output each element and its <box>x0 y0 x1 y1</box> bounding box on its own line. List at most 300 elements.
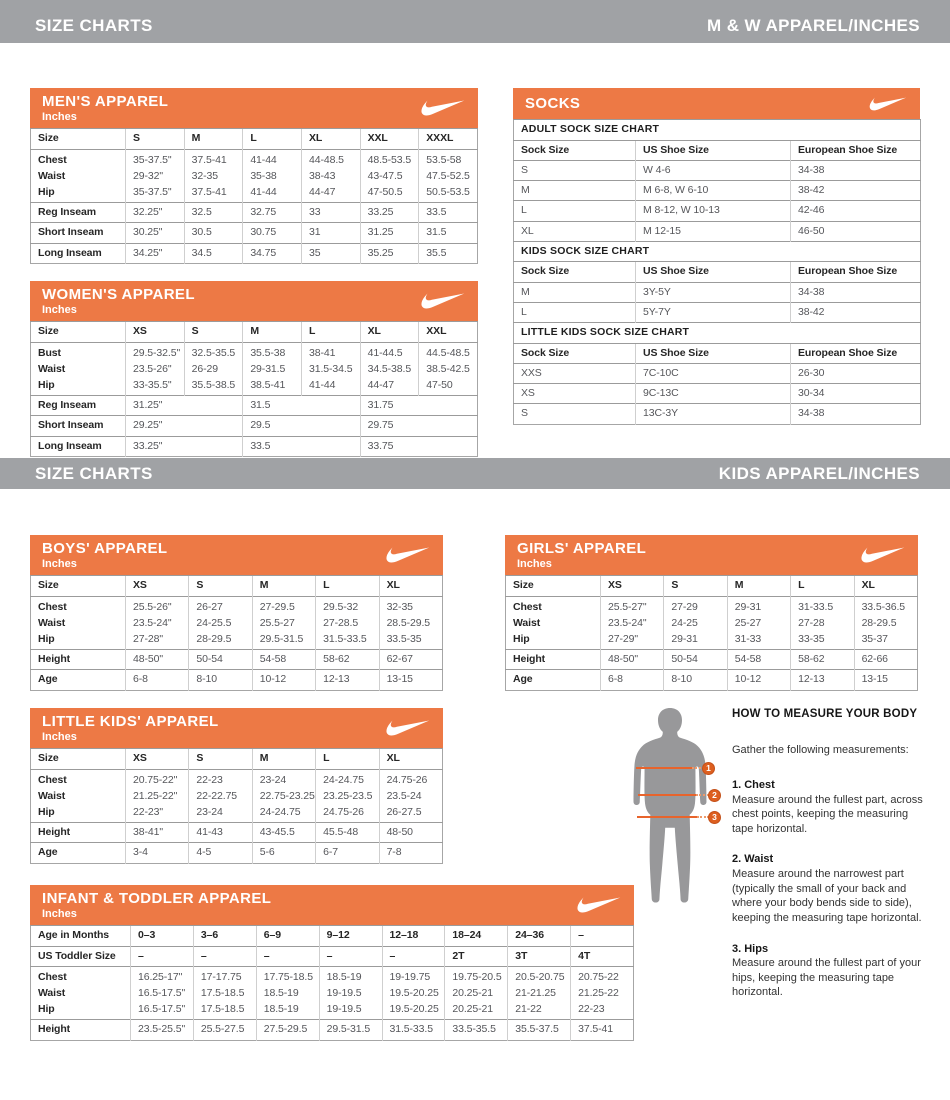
socks-table <box>513 119 920 424</box>
table-group-line: 35.5-38.5 <box>191 378 236 391</box>
size-table <box>30 321 478 457</box>
table-group-cell <box>379 596 442 650</box>
measurements-group-row <box>31 342 478 396</box>
table-group-line: 26-27.5 <box>386 805 422 818</box>
measure-step-label: 3. Hips <box>732 942 769 955</box>
size-column-header: XL <box>379 576 442 596</box>
table-group-line: 37.5-41 <box>191 153 227 166</box>
littlekids-apparel-title: LITTLE KIDS' APPAREL <box>42 713 219 730</box>
table-group-line: 35-38 <box>250 169 277 182</box>
table-group-line: 27-28.5 <box>323 616 359 629</box>
size-header-cell: Size <box>506 576 601 596</box>
row-label-cell: Long Inseam <box>31 436 126 456</box>
table-group-line: 43-47.5 <box>367 169 403 182</box>
table-cell: 13-15 <box>379 670 442 690</box>
size-header-row <box>31 576 443 596</box>
size-header-row <box>506 576 918 596</box>
table-cell: S <box>514 160 636 180</box>
table-group-line: 23-24 <box>196 805 223 818</box>
section-bar-right-label: M & W APPAREL/INCHES <box>707 16 920 35</box>
nike-swoosh-icon <box>386 545 430 565</box>
size-table <box>30 575 443 691</box>
table-cell: 26-30 <box>791 363 921 383</box>
table-group-line: 31.5-34.5 <box>308 362 353 375</box>
sock-column-header: Sock Size <box>514 343 636 363</box>
girls-apparel-title: GIRLS' APPAREL <box>517 540 647 557</box>
size-column-header: XS <box>126 749 189 769</box>
measure-step-hips <box>732 942 924 1001</box>
table-group-cell <box>126 149 185 203</box>
table-cell: 33.75 <box>360 436 477 456</box>
age-column-header: 3–6 <box>193 926 256 946</box>
age-column-header: – <box>571 926 634 946</box>
measurement-row <box>506 670 918 690</box>
group-label-cell <box>506 596 601 650</box>
table-group-line: 33.5-35 <box>386 632 422 645</box>
table-group-line: 24-24.75 <box>259 805 301 818</box>
table-cell: 38-42 <box>791 181 921 201</box>
row-label-cell: Short Inseam <box>31 416 126 436</box>
measurement-row <box>31 670 443 690</box>
table-group-line: 27-29.5 <box>259 600 295 613</box>
table-cell: XXS <box>514 363 636 383</box>
table-group-line: Bust <box>38 346 61 359</box>
table-group-line: 21.25-22 <box>578 987 619 1000</box>
table-cell: 31 <box>301 223 360 243</box>
table-cell: 31.5-33.5 <box>382 1020 445 1040</box>
table-group-line: 21-22 <box>515 1003 542 1016</box>
table-group-line: 35-37.5" <box>133 153 172 166</box>
table-cell: 6-8 <box>601 670 664 690</box>
table-cell: 23.5-25.5" <box>131 1020 194 1040</box>
socks-header <box>513 88 920 119</box>
table-cell: 34.75 <box>243 243 302 263</box>
table-group-line: 29-32" <box>133 169 163 182</box>
size-column-header: M <box>243 322 302 342</box>
table-cell: 58-62 <box>316 650 379 670</box>
girls-apparel-header <box>505 535 918 575</box>
table-group-line: 33.5-36.5 <box>861 600 906 613</box>
size-column-header: S <box>184 322 243 342</box>
sock-data-row <box>514 363 921 383</box>
size-column-header: S <box>126 129 185 149</box>
table-cell: 5Y-7Y <box>636 302 791 322</box>
table-cell: 31.75 <box>360 396 477 416</box>
sock-column-header: US Shoe Size <box>636 140 791 160</box>
sock-data-row <box>514 221 921 241</box>
table-group-line: Chest <box>38 153 67 166</box>
sock-column-header: US Shoe Size <box>636 343 791 363</box>
sock-column-header: US Shoe Size <box>636 262 791 282</box>
womens-apparel-subtitle: Inches <box>42 304 77 317</box>
size-header-row <box>31 129 478 149</box>
table-group-line: 31.5-33.5 <box>323 632 367 645</box>
littlekids-apparel-block <box>30 708 443 864</box>
table-cell: M <box>514 282 636 302</box>
table-cell: M <box>514 181 636 201</box>
table-group-line: Waist <box>513 616 541 629</box>
table-group-line: 44.5-48.5 <box>426 346 470 359</box>
row-label-cell: Height <box>31 650 126 670</box>
group-label-cell <box>31 342 126 396</box>
table-group-line: 35-37 <box>861 632 888 645</box>
chest-measure-line <box>636 767 692 769</box>
boys-apparel-table <box>30 575 443 691</box>
table-cell: 3-4 <box>126 843 189 863</box>
womens-apparel-table <box>30 321 478 457</box>
measurement-row <box>31 223 478 243</box>
group-label-cell <box>31 596 126 650</box>
infant-apparel-header <box>30 885 634 925</box>
table-cell: 33.5 <box>419 203 478 223</box>
toddler-size-cell: – <box>131 946 194 966</box>
table-group-line: 29.5-31.5 <box>259 632 304 645</box>
table-group-line: 44-47 <box>367 378 394 391</box>
measurement-row <box>31 823 443 843</box>
size-column-header: XS <box>126 322 185 342</box>
size-column-header: M <box>252 576 315 596</box>
table-group-line: 21-21.25 <box>515 987 556 1000</box>
group-label-cell <box>31 769 126 823</box>
table-group-line: 38.5-41 <box>250 378 286 391</box>
table-cell: 13C-3Y <box>636 404 791 424</box>
table-group-line: 29-31 <box>734 600 762 613</box>
toddler-size-cell: 4T <box>571 946 634 966</box>
table-cell: 7-8 <box>379 843 442 863</box>
table-group-line: 27-29 <box>671 600 698 613</box>
age-column-header: 24–36 <box>508 926 571 946</box>
table-group-cell <box>316 769 379 823</box>
table-group-cell <box>184 149 243 203</box>
size-column-header: XS <box>126 576 189 596</box>
table-cell: 34.25" <box>126 243 185 263</box>
table-cell: XS <box>514 384 636 404</box>
size-column-header: L <box>791 576 854 596</box>
table-group-cell <box>243 149 302 203</box>
table-group-line: 27-28 <box>798 616 825 629</box>
waist-measure-line <box>638 794 696 796</box>
table-cell: 6-8 <box>126 670 189 690</box>
table-group-line: 19-19.5 <box>326 987 362 1000</box>
table-cell: 35 <box>301 243 360 263</box>
size-header-cell: Size <box>31 129 126 149</box>
table-group-line: 23.5-24 <box>386 789 422 802</box>
table-group-line: 24.75-26 <box>386 773 428 786</box>
table-group-line: 38-43 <box>308 169 336 182</box>
table-group-line: 33-35 <box>798 632 825 645</box>
table-cell: 42-46 <box>791 201 921 221</box>
age-header-row <box>31 926 634 946</box>
table-cell: 30.25" <box>126 223 185 243</box>
table-group-line: Hip <box>38 185 55 198</box>
sock-column-header: European Shoe Size <box>791 140 921 160</box>
table-group-line: 47-50 <box>426 378 453 391</box>
table-group-cell <box>419 342 478 396</box>
sock-data-row <box>514 384 921 404</box>
girls-apparel-table <box>505 575 918 691</box>
size-table <box>513 119 921 424</box>
nike-swoosh-icon <box>861 545 905 565</box>
table-cell: 46-50 <box>791 221 921 241</box>
section-bar-adult <box>0 0 950 43</box>
measure-step-text: Measure around the fullest part of your hips, keeping the measuring tape horizontal. <box>732 957 921 999</box>
littlekids-apparel-subtitle: Inches <box>42 731 77 744</box>
table-cell: 3Y-5Y <box>636 282 791 302</box>
table-group-line: Hip <box>38 805 55 818</box>
table-group-line: 47.5-52.5 <box>426 169 470 182</box>
table-group-line: 17.5-18.5 <box>200 1003 245 1016</box>
table-group-line: 32.5-35.5 <box>191 346 236 359</box>
sock-header-row <box>514 262 921 282</box>
table-group-line: 19.75-20.5 <box>452 970 502 983</box>
sock-data-row <box>514 404 921 424</box>
table-group-line: 26-27 <box>196 600 223 613</box>
measure-step-chest <box>732 778 924 837</box>
table-group-cell <box>316 596 379 650</box>
table-group-line: 16.5-17.5" <box>138 987 186 1000</box>
size-column-header: L <box>316 749 379 769</box>
table-group-line: 20.75-22 <box>578 970 619 983</box>
boys-apparel-subtitle: Inches <box>42 558 77 571</box>
size-header-cell: Size <box>31 749 126 769</box>
table-group-line: 23.5-26" <box>133 362 172 375</box>
table-group-line: Waist <box>38 987 66 1000</box>
size-table <box>30 748 443 864</box>
table-cell: 27.5-29.5 <box>256 1020 319 1040</box>
row-label-cell: Reg Inseam <box>31 203 126 223</box>
size-table <box>505 575 918 691</box>
size-column-header: XXL <box>360 129 419 149</box>
table-group-line: 41-44 <box>308 378 336 391</box>
table-group-line: Hip <box>513 632 530 645</box>
table-group-cell <box>256 966 319 1020</box>
table-cell: 32.5 <box>184 203 243 223</box>
table-group-line: 23-24 <box>259 773 287 786</box>
table-cell: 48-50 <box>379 823 442 843</box>
table-group-line: 38-41 <box>308 346 336 359</box>
toddler-size-cell: 3T <box>508 946 571 966</box>
table-cell: 10-12 <box>727 670 790 690</box>
table-group-line: 32-35 <box>191 169 219 182</box>
table-group-cell <box>360 149 419 203</box>
boys-apparel-header <box>30 535 443 575</box>
row-label-cell: Short Inseam <box>31 223 126 243</box>
table-cell: 38-41" <box>126 823 189 843</box>
table-group-line: Hip <box>38 632 55 645</box>
section-bar-kids <box>0 458 950 489</box>
table-cell: 12-13 <box>791 670 854 690</box>
table-cell: 48-50" <box>126 650 189 670</box>
table-group-line: 22.75-23.25 <box>259 789 315 802</box>
measurement-row <box>31 843 443 863</box>
table-group-line: 33-35.5" <box>133 378 172 391</box>
table-group-line: 27-29" <box>608 632 638 645</box>
table-group-cell <box>791 596 854 650</box>
table-cell: 33.5 <box>243 436 360 456</box>
table-group-line: 17-17.75 <box>200 970 242 983</box>
table-group-line: 18.5-19 <box>263 987 299 1000</box>
table-group-line: 20.75-22" <box>133 773 178 786</box>
table-group-line: 20.5-20.75 <box>515 970 565 983</box>
table-cell: 58-62 <box>791 650 854 670</box>
table-cell: 30.5 <box>184 223 243 243</box>
measurement-row <box>31 1020 634 1040</box>
measurement-row <box>31 203 478 223</box>
table-group-cell <box>382 966 445 1020</box>
mens-apparel-title: MEN'S APPAREL <box>42 93 169 110</box>
age-header-cell: Age in Months <box>31 926 131 946</box>
size-column-header: L <box>316 576 379 596</box>
table-cell: 31.25 <box>360 223 419 243</box>
table-group-line: 31-33 <box>734 632 762 645</box>
table-group-line: 24-25.5 <box>196 616 232 629</box>
sock-column-header: European Shoe Size <box>791 262 921 282</box>
table-group-line: 25.5-27" <box>608 600 647 613</box>
table-group-cell <box>131 966 194 1020</box>
table-cell: L <box>514 201 636 221</box>
table-cell: W 4-6 <box>636 160 791 180</box>
table-group-line: 24-25 <box>671 616 698 629</box>
table-group-line: 24.75-26 <box>323 805 364 818</box>
table-group-cell <box>252 769 315 823</box>
table-group-line: 37.5-41 <box>191 185 227 198</box>
table-cell: 62-67 <box>379 650 442 670</box>
table-cell: S <box>514 404 636 424</box>
nike-swoosh-icon <box>421 98 465 118</box>
table-cell: M 6-8, W 6-10 <box>636 181 791 201</box>
size-column-header: XL <box>360 322 419 342</box>
table-cell: 29.5 <box>243 416 360 436</box>
age-column-header: 12–18 <box>382 926 445 946</box>
section-bar-left-label: SIZE CHARTS <box>35 16 153 35</box>
toddler-size-cell: – <box>193 946 256 966</box>
boys-apparel-title: BOYS' APPAREL <box>42 540 168 557</box>
table-group-line: 18.5-19 <box>326 970 362 983</box>
sock-data-row <box>514 282 921 302</box>
table-group-cell <box>193 966 256 1020</box>
size-column-header: XL <box>854 576 917 596</box>
girls-apparel-subtitle: Inches <box>517 558 552 571</box>
table-group-line: 31-33.5 <box>798 600 834 613</box>
sock-data-row <box>514 160 921 180</box>
row-label-cell: US Toddler Size <box>31 946 131 966</box>
table-group-line: 38.5-42.5 <box>426 362 470 375</box>
size-column-header: M <box>727 576 790 596</box>
table-group-line: 21.25-22" <box>133 789 178 802</box>
table-group-cell <box>189 596 252 650</box>
table-group-cell <box>445 966 508 1020</box>
table-cell: L <box>514 302 636 322</box>
table-group-line: 50.5-53.5 <box>426 185 470 198</box>
size-header-row <box>31 749 443 769</box>
row-label-cell: Reg Inseam <box>31 396 126 416</box>
table-group-line: Chest <box>513 600 542 613</box>
table-group-line: 47-50.5 <box>367 185 403 198</box>
measurement-row <box>506 650 918 670</box>
sock-data-row <box>514 201 921 221</box>
sock-column-header: Sock Size <box>514 262 636 282</box>
age-column-header: 0–3 <box>131 926 194 946</box>
table-cell: M 8-12, W 10-13 <box>636 201 791 221</box>
table-group-line: 41-44.5 <box>367 346 403 359</box>
group-label-cell <box>31 966 131 1020</box>
womens-apparel-title: WOMEN'S APPAREL <box>42 286 195 303</box>
waist-badge: 2 <box>708 789 721 802</box>
table-cell: 33.5-35.5 <box>445 1020 508 1040</box>
table-group-line: 18.5-19 <box>263 1003 299 1016</box>
table-cell: 8-10 <box>664 670 727 690</box>
table-group-cell <box>319 966 382 1020</box>
table-group-line: 23.25-23.5 <box>323 789 373 802</box>
measurements-group-row <box>31 596 443 650</box>
size-column-header: XXL <box>419 322 478 342</box>
measurement-row <box>31 243 478 263</box>
size-column-header: XS <box>601 576 664 596</box>
measurement-row <box>31 396 478 416</box>
table-group-line: 22-23 <box>578 1003 605 1016</box>
table-group-cell <box>126 769 189 823</box>
table-group-line: 29.5-32 <box>323 600 359 613</box>
table-group-line: Chest <box>38 970 67 983</box>
row-label-cell: Height <box>506 650 601 670</box>
measurements-group-row <box>31 769 443 823</box>
measurement-row <box>31 436 478 456</box>
measure-guide-intro: Gather the following measurements: <box>732 744 909 757</box>
row-label-cell: Age <box>31 843 126 863</box>
table-group-line: 22-23 <box>196 773 223 786</box>
table-cell: 35.5-37.5 <box>508 1020 571 1040</box>
table-group-line: Waist <box>38 789 66 802</box>
row-label-cell: Age <box>506 670 601 690</box>
table-cell: 4-5 <box>189 843 252 863</box>
sock-column-header: Sock Size <box>514 140 636 160</box>
table-group-cell <box>252 596 315 650</box>
table-group-line: 41-44 <box>250 153 277 166</box>
table-group-cell <box>126 596 189 650</box>
measure-step-text: Measure around the fullest part, across chest points, keeping the measuring tape horizontal. <box>732 793 923 835</box>
table-group-cell <box>360 342 419 396</box>
table-cell: 48-50" <box>601 650 664 670</box>
table-group-line: Chest <box>38 773 67 786</box>
table-cell: 34-38 <box>791 160 921 180</box>
table-group-line: 19.5-20.25 <box>389 1003 439 1016</box>
table-cell: 50-54 <box>664 650 727 670</box>
table-group-line: 48.5-53.5 <box>367 153 412 166</box>
table-group-cell <box>301 342 360 396</box>
table-group-line: 25.5-26" <box>133 600 172 613</box>
size-column-header: XL <box>301 129 360 149</box>
measure-step-label: 2. Waist <box>732 853 774 866</box>
sock-chart-subheader-row <box>514 120 921 140</box>
table-cell: M 12-15 <box>636 221 791 241</box>
table-cell: 34-38 <box>791 404 921 424</box>
row-label-cell: Height <box>31 1020 131 1040</box>
sock-chart-name: LITTLE KIDS SOCK SIZE CHART <box>514 323 921 343</box>
table-group-line: 29-31.5 <box>250 362 286 375</box>
infant-apparel-title: INFANT & TODDLER APPAREL <box>42 890 272 907</box>
toddler-size-cell: – <box>382 946 445 966</box>
table-cell: 32.75 <box>243 203 302 223</box>
table-cell: 54-58 <box>727 650 790 670</box>
table-group-line: 25-27 <box>734 616 762 629</box>
age-column-header: 9–12 <box>319 926 382 946</box>
infant-apparel-table <box>30 925 634 1041</box>
table-cell: 50-54 <box>189 650 252 670</box>
section-bar-right-label: KIDS APPAREL/INCHES <box>718 463 920 483</box>
sock-chart-subheader-row <box>514 323 921 343</box>
table-group-line: Chest <box>38 600 67 613</box>
chest-badge: 1 <box>702 762 715 775</box>
